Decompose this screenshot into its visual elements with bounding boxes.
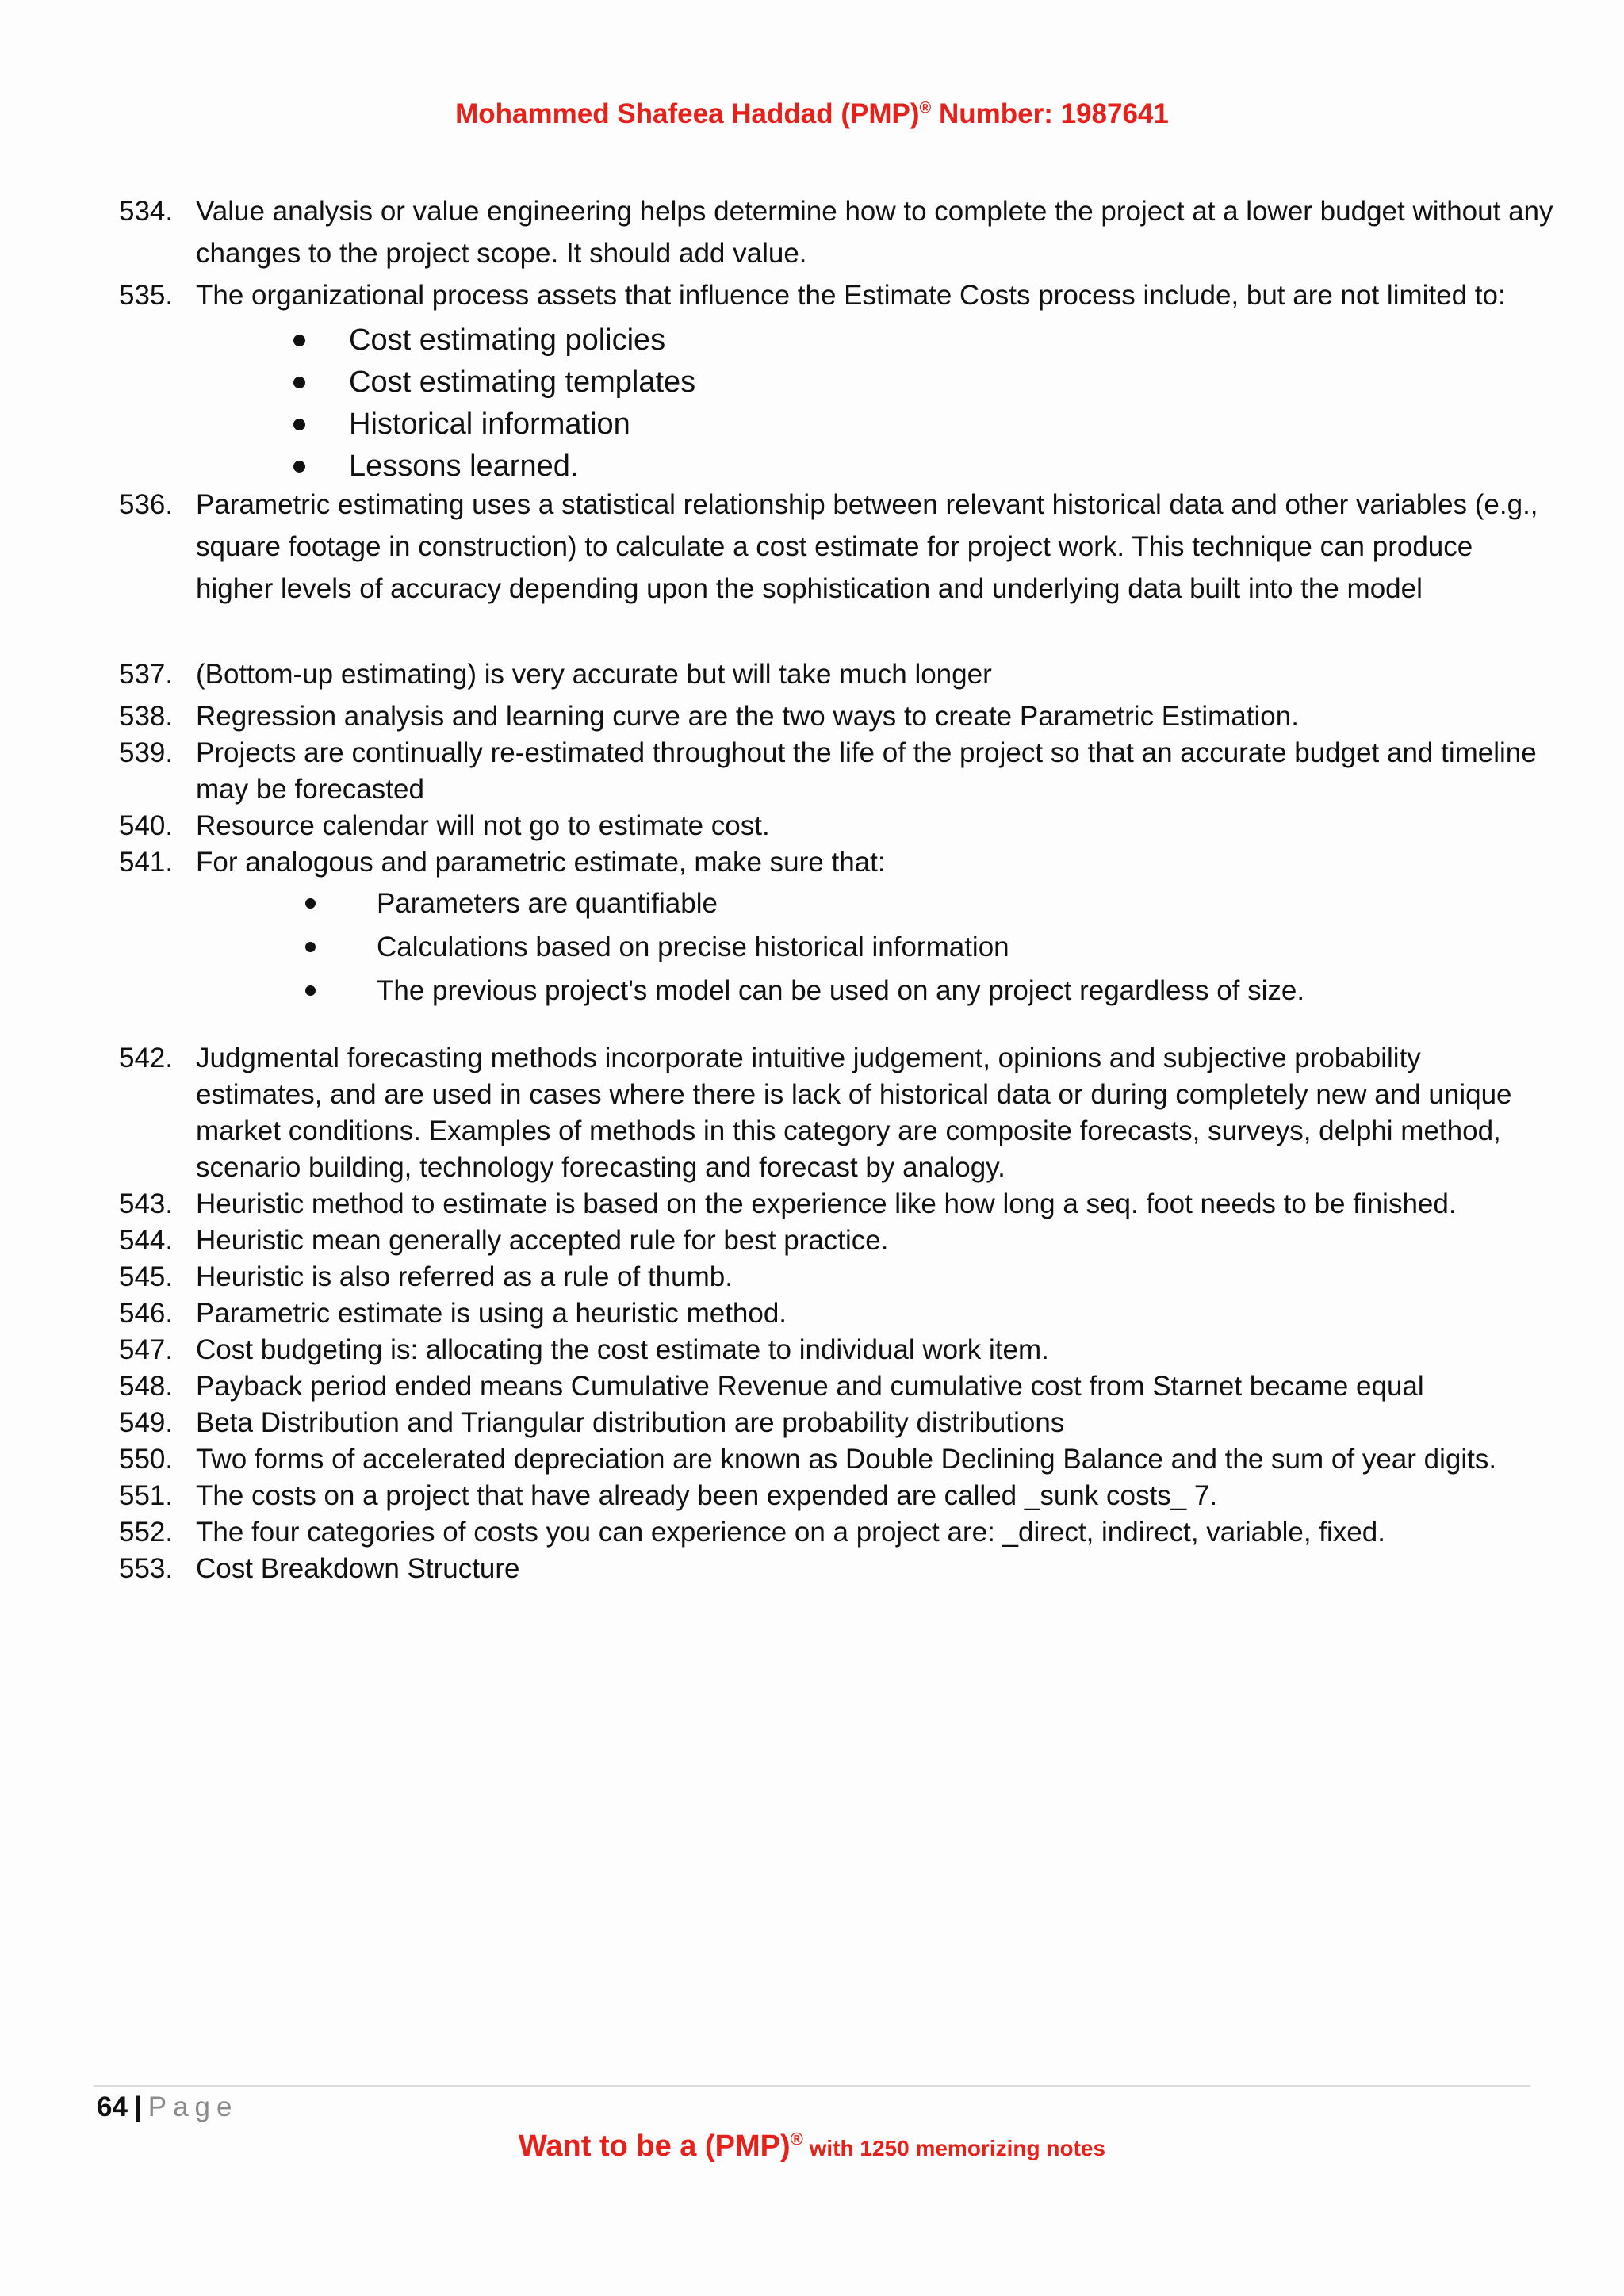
item-text: Parametric estimating uses a statistical relationship between relevant historical data and other variables (e.g., square footage in construction) to calculate a cost estimate for project work. This technique can produce higher levels of accuracy depending upon the sophistication and underlying data built into the model bbox=[196, 489, 1538, 604]
list-item bbox=[119, 1478, 1554, 1514]
list-item bbox=[119, 1551, 1554, 1587]
header-number: Number: 1987641 bbox=[931, 98, 1169, 129]
item-text: Regression analysis and learning curve are the two ways to create Parametric Estimation. bbox=[196, 701, 1299, 732]
list-item bbox=[119, 1332, 1554, 1368]
item-number: 540. bbox=[119, 810, 174, 841]
bullet-text: Cost estimating templates bbox=[349, 365, 696, 399]
item-number: 550. bbox=[119, 1444, 174, 1475]
tagline-small: with 1250 memorizing notes bbox=[802, 2136, 1106, 2160]
item-number: 552. bbox=[119, 1517, 174, 1548]
item-number: 549. bbox=[119, 1407, 174, 1438]
bullet-dot-icon bbox=[293, 461, 305, 473]
item-number: 534. bbox=[119, 196, 174, 227]
item-number: 547. bbox=[119, 1334, 174, 1365]
list-item bbox=[119, 1514, 1554, 1551]
list-item bbox=[119, 1405, 1554, 1441]
bullet-item bbox=[293, 320, 695, 362]
bullet-text: Historical information bbox=[349, 408, 630, 441]
footer-tagline bbox=[0, 2130, 1624, 2164]
item-number: 535. bbox=[119, 280, 174, 311]
bullet-text: Calculations based on precise historical information bbox=[377, 932, 1009, 962]
header-title: Mohammed Shafeea Haddad (PMP) bbox=[455, 98, 920, 129]
list-item bbox=[119, 735, 1554, 808]
bullet-item bbox=[305, 882, 1304, 925]
list-item bbox=[119, 274, 1554, 316]
item-text: Resource calendar will not go to estimate cost. bbox=[196, 810, 770, 841]
item-text: Heuristic is also referred as a rule of thumb. bbox=[196, 1261, 733, 1292]
bullet-text: Cost estimating policies bbox=[349, 323, 666, 357]
item-text: Judgmental forecasting methods incorporate intuitive judgement, opinions and subjective probability estimates, and are used in cases where there is lack of historical data or during completely new and unique market conditions. Examples of methods in this category are composite forecasts, surveys, delphi method, scenario building, technology forecasting and forecast by analogy. bbox=[196, 1043, 1512, 1183]
item-text: Heuristic method to estimate is based on the experience like how long a seq. foot needs to be finished. bbox=[196, 1188, 1457, 1219]
item-number: 542. bbox=[119, 1043, 174, 1073]
item-text: Value analysis or value engineering helps determine how to complete the project at a lower budget without any changes to the project scope. It should add value. bbox=[196, 196, 1553, 269]
list-item bbox=[119, 1295, 1554, 1332]
bullet-item bbox=[293, 404, 695, 446]
bullet-text: Lessons learned. bbox=[349, 450, 579, 483]
item-number: 537. bbox=[119, 659, 174, 690]
item-text: The costs on a project that have already been expended are called _sunk costs_ 7. bbox=[196, 1480, 1218, 1511]
item-number: 544. bbox=[119, 1225, 174, 1256]
item-number: 541. bbox=[119, 847, 174, 878]
item-number: 538. bbox=[119, 701, 174, 732]
item-text: Cost Breakdown Structure bbox=[196, 1553, 520, 1584]
page-header bbox=[0, 98, 1624, 130]
item-number: 536. bbox=[119, 489, 174, 520]
item-number: 548. bbox=[119, 1371, 174, 1402]
item-text: Cost budgeting is: allocating the cost estimate to individual work item. bbox=[196, 1334, 1049, 1365]
bullet-item bbox=[293, 362, 695, 404]
list-item bbox=[119, 653, 1554, 695]
item-number: 545. bbox=[119, 1261, 174, 1292]
bullet-item bbox=[305, 925, 1304, 969]
item-text: The organizational process assets that influence the Estimate Costs process include, but are not limited to: bbox=[196, 280, 1506, 311]
item-number: 551. bbox=[119, 1480, 174, 1511]
item-text: Projects are continually re-estimated throughout the life of the project so that an accurate budget and timeline may be forecasted bbox=[196, 737, 1537, 805]
item-number: 553. bbox=[119, 1553, 174, 1584]
item-number: 543. bbox=[119, 1188, 174, 1219]
bullet-dot-icon bbox=[293, 377, 305, 388]
bullet-list-535 bbox=[293, 320, 695, 488]
page-separator: | bbox=[133, 2091, 142, 2122]
list-item bbox=[119, 844, 1554, 881]
list-item bbox=[119, 698, 1554, 735]
item-number: 539. bbox=[119, 737, 174, 768]
bullet-dot-icon bbox=[305, 942, 316, 952]
list-item bbox=[119, 1441, 1554, 1478]
bullet-item bbox=[305, 969, 1304, 1012]
list-item bbox=[119, 484, 1554, 610]
tagline-registered-mark: ® bbox=[790, 2129, 803, 2149]
bullet-list-541 bbox=[305, 882, 1304, 1012]
item-text: Heuristic mean generally accepted rule for best practice. bbox=[196, 1225, 889, 1256]
bullet-dot-icon bbox=[293, 335, 305, 346]
page-number-label bbox=[97, 2091, 238, 2123]
tagline-main: Want to be a (PMP) bbox=[518, 2130, 791, 2163]
list-item bbox=[119, 190, 1554, 274]
item-number: 546. bbox=[119, 1298, 174, 1329]
list-item bbox=[119, 808, 1554, 844]
bullet-text: The previous project's model can be used on any project regardless of size. bbox=[377, 975, 1305, 1006]
item-text: (Bottom-up estimating) is very accurate but will take much longer bbox=[196, 659, 992, 690]
page-word: Page bbox=[147, 2091, 239, 2122]
item-text: Two forms of accelerated depreciation are known as Double Declining Balance and the sum of year digits. bbox=[196, 1444, 1497, 1475]
page-number: 64 bbox=[97, 2091, 128, 2122]
list-item bbox=[119, 1259, 1554, 1295]
registered-mark: ® bbox=[919, 99, 932, 117]
list-item bbox=[119, 1223, 1554, 1259]
item-text: The four categories of costs you can experience on a project are: _direct, indirect, variable, fixed. bbox=[196, 1517, 1385, 1548]
list-item bbox=[119, 1186, 1554, 1223]
item-text: Parametric estimate is using a heuristic method. bbox=[196, 1298, 787, 1329]
item-text: For analogous and parametric estimate, make sure that: bbox=[196, 847, 886, 878]
item-text: Beta Distribution and Triangular distribution are probability distributions bbox=[196, 1407, 1065, 1438]
bullet-dot-icon bbox=[305, 898, 316, 909]
footer-divider bbox=[94, 2085, 1530, 2087]
bullet-dot-icon bbox=[293, 419, 305, 430]
list-item bbox=[119, 1368, 1554, 1405]
bullet-text: Parameters are quantifiable bbox=[377, 888, 718, 919]
list-item bbox=[119, 1040, 1554, 1186]
item-text: Payback period ended means Cumulative Revenue and cumulative cost from Starnet became equal bbox=[196, 1371, 1424, 1402]
bullet-item bbox=[293, 446, 695, 488]
bullet-dot-icon bbox=[305, 985, 316, 996]
